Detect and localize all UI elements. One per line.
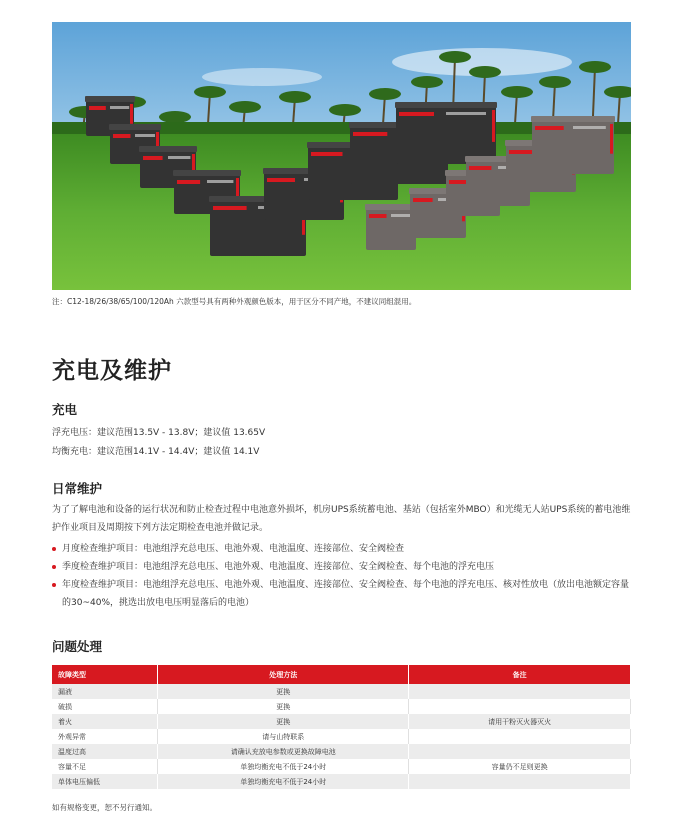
table-cell <box>409 699 631 714</box>
table-row <box>52 699 631 714</box>
page-title: 充电及维护 <box>52 358 172 384</box>
battery-label <box>267 178 295 182</box>
list-item-text: 年度检查维护项目：电池组浮充总电压、电池外观、电池温度、连接部位、安全阀检查、每个电池的浮充电压、核对性放电（放出电池额定容量的30~40%，挑选出放电电压明显落后的电池） <box>62 580 630 608</box>
battery-lid <box>139 146 197 152</box>
battery-label <box>509 150 534 154</box>
palm-leaves <box>279 91 311 103</box>
table-row <box>52 744 631 759</box>
column-header: 处理方法 <box>158 665 409 684</box>
battery-label <box>311 152 343 156</box>
palm-leaves <box>411 76 443 88</box>
palm-leaves <box>329 104 361 116</box>
table-header-row <box>52 665 631 684</box>
battery-label <box>449 180 468 184</box>
table-cell: 更换 <box>158 699 409 714</box>
hero-image <box>52 22 631 290</box>
battery-label <box>143 156 163 160</box>
table-cell <box>409 729 631 744</box>
table-cell: 单独均衡充电不低于24小时 <box>158 759 409 774</box>
column-header: 备注 <box>409 665 631 684</box>
list-item <box>52 558 637 576</box>
battery-label <box>413 198 433 202</box>
table-cell <box>409 744 631 759</box>
table-cell: 请用干粉灭火器灭火 <box>409 714 631 729</box>
battery-label <box>391 214 411 217</box>
bullet-icon <box>52 547 56 551</box>
maintenance-list <box>52 540 637 612</box>
battery-label <box>399 112 434 116</box>
charging-heading: 充电 <box>52 402 78 417</box>
table-cell: 漏液 <box>52 684 158 699</box>
battery-lid <box>173 170 241 176</box>
battery-label <box>110 106 129 109</box>
battery-handle <box>610 124 613 154</box>
battery-handle <box>492 110 495 142</box>
image-caption: 注：C12-18/26/38/65/100/120Ah 六款型号具有两种外观颜色版本，用于区分不同产地，不建议同组混用。 <box>52 297 417 306</box>
palm-leaves <box>194 86 226 98</box>
battery-label <box>135 134 155 137</box>
palm-leaves <box>579 61 611 73</box>
table-row <box>52 759 631 774</box>
troubleshooting-heading: 问题处理 <box>52 639 103 654</box>
table-cell: 破损 <box>52 699 158 714</box>
table-cell <box>409 684 631 699</box>
battery-label <box>573 126 606 129</box>
maintenance-heading: 日常维护 <box>52 481 103 496</box>
palm-leaves <box>469 66 501 78</box>
battery-lid <box>531 116 615 122</box>
table-row <box>52 714 631 729</box>
battery-label <box>446 112 486 115</box>
table-cell <box>409 774 631 789</box>
battery-handle <box>130 104 133 124</box>
table-cell: 单体电压偏低 <box>52 774 158 789</box>
battery-lid <box>365 204 417 210</box>
table-row <box>52 684 631 699</box>
table-cell: 温度过高 <box>52 744 158 759</box>
battery-label <box>89 106 106 110</box>
table-row <box>52 729 631 744</box>
table-cell: 容量不足 <box>52 759 158 774</box>
battery-label <box>168 156 190 159</box>
table-row <box>52 774 631 789</box>
table-cell: 更换 <box>158 684 409 699</box>
battery-label <box>207 180 233 183</box>
bullet-icon <box>52 583 56 587</box>
battery-label <box>177 180 200 184</box>
battery-label <box>353 132 387 136</box>
list-item <box>52 576 637 612</box>
bullet-icon <box>52 565 56 569</box>
equalize-voltage-text: 均衡充电：建议范围14.1V - 14.4V；建议值 14.1V <box>52 447 260 457</box>
table-cell: 请与山特联系 <box>158 729 409 744</box>
table-cell: 容量仍不足则更换 <box>409 759 631 774</box>
table-cell: 请确认充放电参数或更换故障电池 <box>158 744 409 759</box>
battery-lid <box>109 124 161 130</box>
list-item <box>52 540 637 558</box>
table-cell: 更换 <box>158 714 409 729</box>
palm-leaves <box>539 76 571 88</box>
troubleshooting-table <box>52 665 631 789</box>
maintenance-intro: 为了了解电池和设备的运行状况和防止检查过程中电池意外损坏，机房UPS系统蓄电池、基站（包括室外MBO）和光缆无人站UPS系统的蓄电池维护作业项目及周期按下列方法定期检查电池并做记录。 <box>52 505 631 533</box>
column-header: 故障类型 <box>52 665 158 684</box>
table-cell: 外观异常 <box>52 729 158 744</box>
table-cell: 着火 <box>52 714 158 729</box>
battery-lid <box>85 96 135 102</box>
battery-label <box>113 134 131 138</box>
list-item-text: 季度检查维护项目：电池组浮充总电压、电池外观、电池温度、连接部位、安全阀检查、每个电池的浮充电压 <box>62 562 495 572</box>
battery-label <box>213 206 247 210</box>
palm-leaves <box>439 51 471 63</box>
palm-leaves <box>501 86 533 98</box>
list-item-text: 月度检查维护项目：电池组浮充总电压、电池外观、电池温度、连接部位、安全阀检查 <box>62 544 405 554</box>
float-voltage-text: 浮充电压：建议范围13.5V - 13.8V；建议值 13.65V <box>52 428 266 438</box>
battery-label <box>535 126 564 130</box>
footnote: 如有规格变更，恕不另行通知。 <box>52 803 157 812</box>
palm-leaves <box>369 88 401 100</box>
palm-leaves <box>159 111 191 123</box>
cloud <box>202 68 322 86</box>
battery-lineup-photo <box>52 22 631 290</box>
battery-label <box>469 166 491 170</box>
table-cell: 单独均衡充电不低于24小时 <box>158 774 409 789</box>
palm-leaves <box>229 101 261 113</box>
battery-lid <box>395 102 497 108</box>
battery-label <box>369 214 387 218</box>
